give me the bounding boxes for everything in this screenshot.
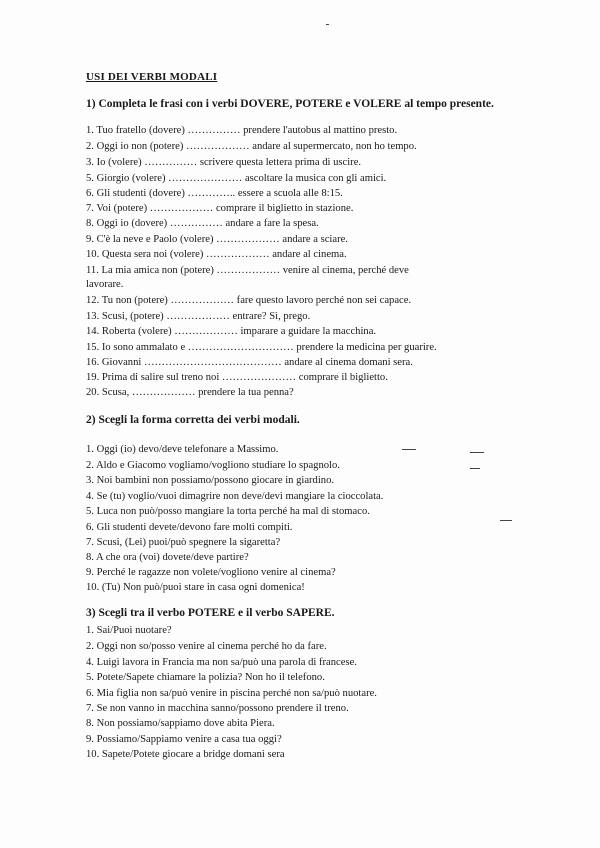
s3-item: 9. Possiamo/Sappiamo venire a casa tua oggi? [86,734,282,745]
scan-mark [402,449,416,450]
s1-item: 13. Scusi, (potere) ……………… entrare? Sì, prego. [86,311,311,322]
s1-item: 6. Gli studenti (dovere) ………….. essere a scuola alle 8:15. [86,188,343,199]
s1-item: 20. Scusa, ……………… prendere la tua penna? [86,387,294,398]
s1-item: 3. Io (volere) …………… scrivere questa lettera prima di uscire. [86,157,362,168]
s1-item: 8. Oggi io (dovere) …………… andare a fare la spesa. [86,218,319,229]
s2-item: 2. Aldo e Giacomo vogliamo/vogliono studiare lo spagnolo. [86,460,340,471]
section3-heading: 3) Scegli tra il verbo POTERE e il verbo SAPERE. [86,607,335,619]
s1-item: 5. Giorgio (volere) ………………… ascoltare la musica con gli amici. [86,173,387,184]
s2-item: 1. Oggi (io) devo/deve telefonare a Massimo. [86,444,279,455]
s1-item: 2. Oggi io non (potere) ……………… andare al supermercato, non ho tempo. [86,141,417,152]
page-title: USI DEI VERBI MODALI [86,71,218,83]
s2-item: 3. Noi bambini non possiamo/possono giocare in giardino. [86,475,335,486]
scan-mark [470,452,484,453]
scan-mark [326,24,329,25]
s1-item: 10. Questa sera noi (volere) ……………… andare al cinema. [86,249,347,260]
s1-item: lavorare. [86,279,124,290]
s1-item: 14. Roberta (volere) ……………… imparare a guidare la macchina. [86,326,377,337]
s2-item: 4. Se (tu) voglio/vuoi dimagrire non deve/devi mangiare la cioccolata. [86,491,384,502]
s3-item: 1. Sai/Puoi nuotare? [86,625,172,636]
s1-item: 15. Io sono ammalato e ………………………… prendere la medicina per guarire. [86,342,437,353]
s3-item: 8. Non possiamo/sappiamo dove abita Piera. [86,718,275,729]
s1-item: 1. Tuo fratello (dovere) …………… prendere l'autobus al mattino presto. [86,125,398,136]
s2-item: 8. A che ora (voi) dovete/deve partire? [86,552,249,563]
section1-heading: 1) Completa le frasi con i verbi DOVERE, POTERE e VOLERE al tempo presente. [86,98,494,110]
s2-item: 9. Perché le ragazze non volete/vogliono venire al cinema? [86,567,336,578]
s2-item: 7. Scusi, (Lei) puoi/può spegnere la sigaretta? [86,537,281,548]
s3-item: 5. Potete/Sapete chiamare la polizia? Non ho il telefono. [86,672,325,683]
s2-item: 5. Luca non può/posso mangiare la torta perché ha mal di stomaco. [86,506,370,517]
s3-item: 10. Sapete/Potete giocare a bridge domani sera [86,749,285,760]
section2-heading: 2) Scegli la forma corretta dei verbi modali. [86,414,300,426]
s2-item: 10. (Tu) Non può/puoi stare in casa ogni domenica! [86,582,305,593]
scan-mark [500,520,512,521]
s2-item: 6. Gli studenti devete/devono fare molti compiti. [86,522,293,533]
s1-item: 11. La mia amica non (potere) ……………… venire al cinema, perché deve [86,265,409,276]
s1-item: 19. Prima di salire sul treno noi ………………… comprare il biglietto. [86,372,388,383]
s1-item: 16. Giovanni ………………………………… andare al cinema domani sera. [86,357,413,368]
s3-item: 2. Oggi non so/posso venire al cinema perché ho da fare. [86,641,327,652]
s1-item: 12. Tu non (potere) ……………… fare questo lavoro perché non sei capace. [86,295,412,306]
s3-item: 7. Se non vanno in macchina sanno/possono prendere il treno. [86,703,349,714]
s3-item: 6. Mia figlia non sa/può venire in piscina perché non sa/può nuotare. [86,688,377,699]
s1-item: 7. Voi (potere) ……………… comprare il biglietto in stazione. [86,203,354,214]
scan-mark [470,468,480,469]
s3-item: 4. Luigi lavora in Francia ma non sa/può una parola di francese. [86,657,357,668]
s1-item: 9. C'è la neve e Paolo (volere) ……………… andare a sciare. [86,234,348,245]
